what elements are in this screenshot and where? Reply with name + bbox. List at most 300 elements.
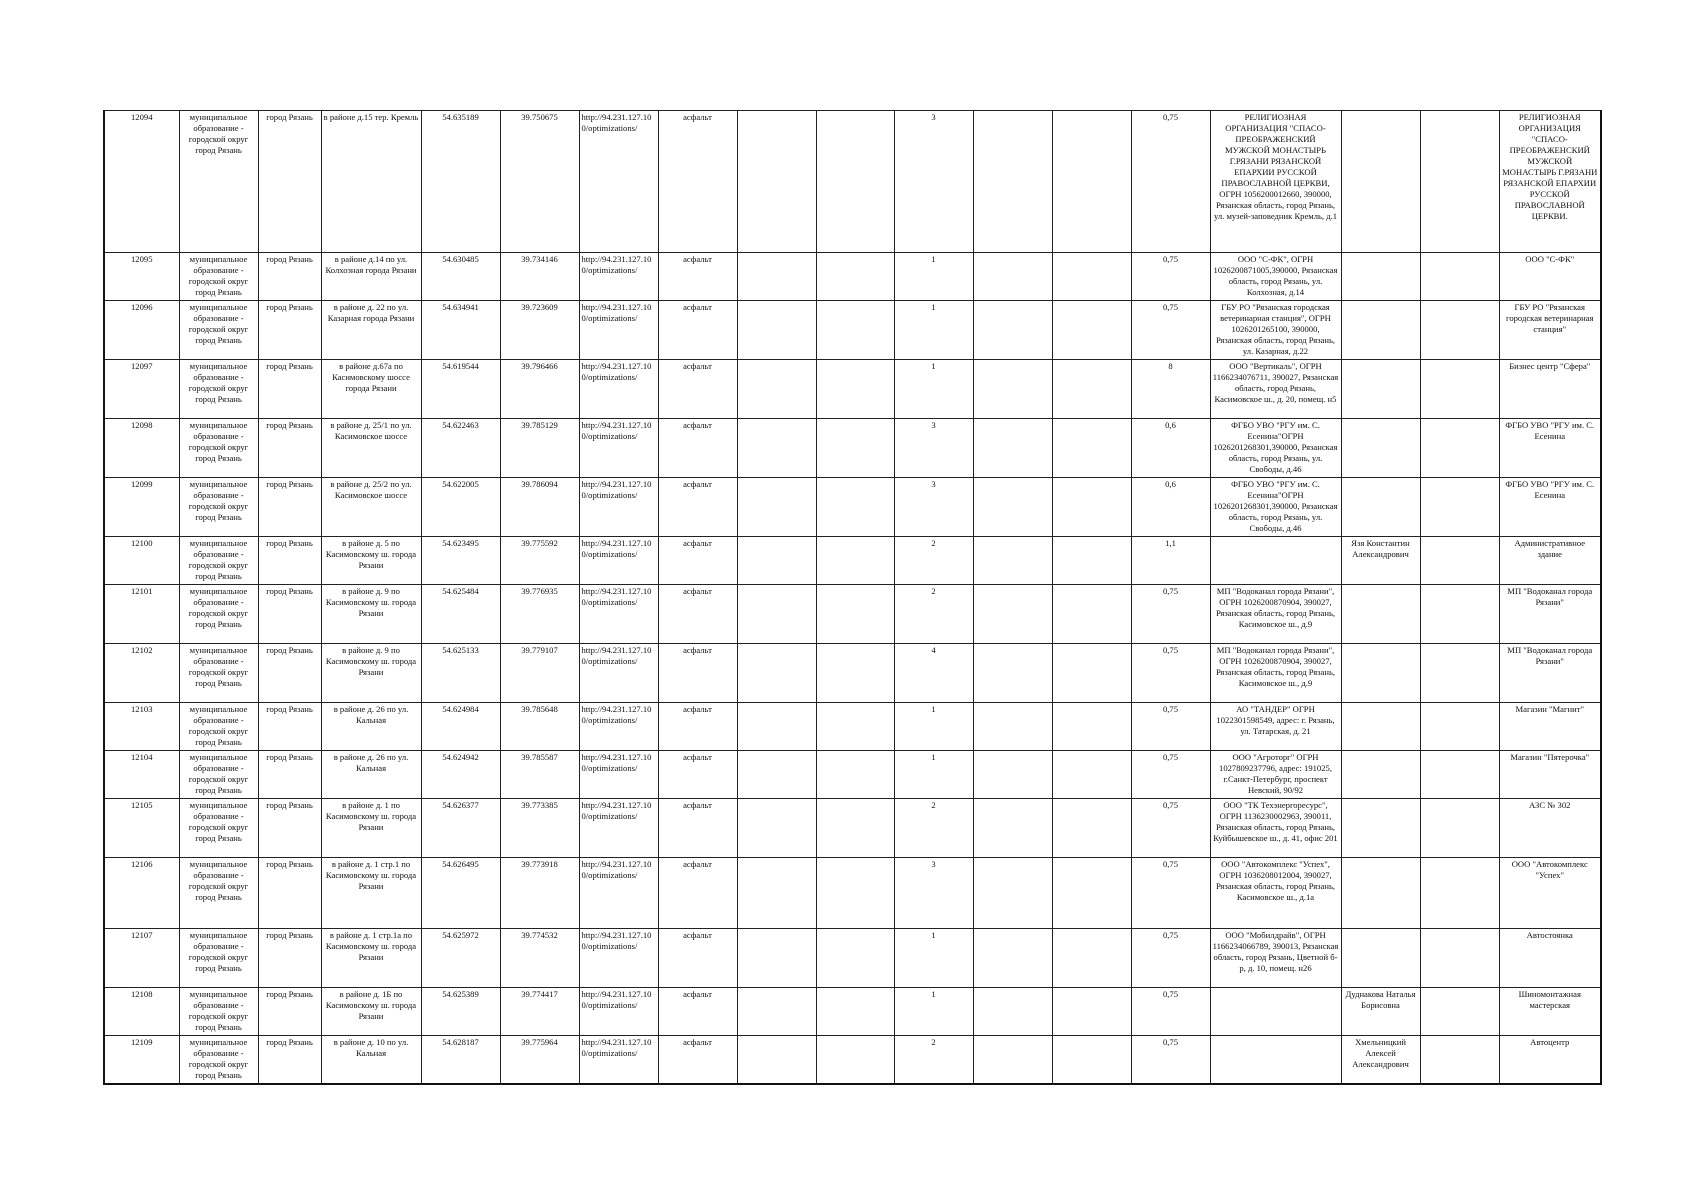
cell-container-volume: 0,75 (1131, 703, 1210, 751)
cell-municipality: муниципальное образование - городской округ город Рязань (179, 253, 258, 301)
cell-surface: асфальт (658, 929, 737, 988)
cell-owner-person (1341, 585, 1420, 644)
cell-owner-person (1341, 751, 1420, 799)
cell-empty (816, 858, 894, 929)
cell-empty (1420, 585, 1499, 644)
cell-waste-source: РЕЛИГИОЗНАЯ ОРГАНИЗАЦИЯ "СПАСО-ПРЕОБРАЖЕНСКИЙ МУЖСКОЙ МОНАСТЫРЬ Г.РЯЗАНИ РЯЗАНСКОЙ ЕПАРХИИ РУССКОЙ ПРАВОСЛАВНОЙ ЦЕРКВИ. (1499, 111, 1601, 253)
cell-empty (1052, 703, 1131, 751)
cell-waste-source: Административное здание (1499, 537, 1601, 585)
cell-scheme-link: http://94.231.127.10 0/optimizations/ (579, 703, 658, 751)
cell-empty (816, 988, 894, 1036)
cell-municipality: муниципальное образование - городской округ город Рязань (179, 1036, 258, 1084)
cell-city: город Рязань (258, 111, 321, 253)
cell-empty (816, 478, 894, 537)
cell-empty (816, 1036, 894, 1084)
cell-empty (973, 751, 1052, 799)
cell-owner-organization: ООО "ТК Техэнергоресурс", ОГРН 1136230002963, 390011, Рязанская область, город Рязань, Куйбышевское ш., д. 41, офис 201 (1210, 799, 1341, 858)
cell-empty (737, 988, 816, 1036)
cell-city: город Рязань (258, 751, 321, 799)
cell-container-volume: 0,75 (1131, 585, 1210, 644)
cell-container-count: 3 (894, 111, 973, 253)
table-row (104, 703, 1601, 751)
cell-empty (737, 478, 816, 537)
cell-empty (816, 253, 894, 301)
cell-number: 12097 (104, 360, 179, 419)
cell-container-count: 2 (894, 799, 973, 858)
cell-scheme-link: http://94.231.127.10 0/optimizations/ (579, 858, 658, 929)
cell-latitude: 54.619544 (421, 360, 500, 419)
cell-location: в районе д. 22 по ул. Казарная города Рязани (321, 301, 421, 360)
cell-owner-person (1341, 929, 1420, 988)
cell-owner-person: Язя Константин Александрович (1341, 537, 1420, 585)
table-row (104, 301, 1601, 360)
cell-location: в районе д. 10 по ул. Кальная (321, 1036, 421, 1084)
cell-number: 12104 (104, 751, 179, 799)
cell-waste-source: Магазин "Магнит" (1499, 703, 1601, 751)
cell-empty (1052, 253, 1131, 301)
cell-empty (1420, 419, 1499, 478)
cell-empty (1420, 111, 1499, 253)
cell-container-volume: 0,75 (1131, 751, 1210, 799)
cell-location: в районе д. 25/2 по ул. Касимовское шоссе (321, 478, 421, 537)
table-row (104, 253, 1601, 301)
cell-scheme-link: http://94.231.127.10 0/optimizations/ (579, 360, 658, 419)
cell-empty (1052, 1036, 1131, 1084)
cell-city: город Рязань (258, 858, 321, 929)
cell-location: в районе д. 1 стр.1 по Касимовскому ш. города Рязани (321, 858, 421, 929)
cell-municipality: муниципальное образование - городской округ город Рязань (179, 478, 258, 537)
cell-container-count: 4 (894, 644, 973, 703)
cell-empty (737, 253, 816, 301)
cell-empty (973, 301, 1052, 360)
cell-location: в районе д. 26 по ул. Кальная (321, 751, 421, 799)
cell-location: в районе д. 25/1 по ул. Касимовское шоссе (321, 419, 421, 478)
cell-container-count: 1 (894, 929, 973, 988)
table-row (104, 644, 1601, 703)
cell-waste-source: Автоцентр (1499, 1036, 1601, 1084)
cell-longitude: 39.779107 (500, 644, 579, 703)
cell-waste-source: МП "Водоканал города Рязани" (1499, 644, 1601, 703)
cell-owner-organization: ООО "Вертикаль", ОГРН 1166234076711, 390027, Рязанская область, город Рязань, Касимовское ш., д. 20, помещ. н5 (1210, 360, 1341, 419)
cell-longitude: 39.796466 (500, 360, 579, 419)
cell-empty (973, 537, 1052, 585)
cell-location: в районе д. 1Б по Касимовскому ш. города Рязани (321, 988, 421, 1036)
cell-municipality: муниципальное образование - городской округ город Рязань (179, 799, 258, 858)
cell-location: в районе д. 5 по Касимовскому ш. города Рязани (321, 537, 421, 585)
cell-empty (1052, 537, 1131, 585)
cell-empty (737, 1036, 816, 1084)
cell-waste-source: Бизнес центр "Сфера" (1499, 360, 1601, 419)
cell-scheme-link: http://94.231.127.10 0/optimizations/ (579, 301, 658, 360)
cell-waste-source: ФГБО УВО "РГУ им. С. Есенина (1499, 478, 1601, 537)
cell-empty (737, 703, 816, 751)
cell-empty (1420, 988, 1499, 1036)
table-row (104, 478, 1601, 537)
cell-latitude: 54.624942 (421, 751, 500, 799)
cell-municipality: муниципальное образование - городской округ город Рязань (179, 360, 258, 419)
cell-empty (737, 799, 816, 858)
cell-container-count: 1 (894, 751, 973, 799)
cell-city: город Рязань (258, 301, 321, 360)
cell-empty (1420, 703, 1499, 751)
cell-number: 12103 (104, 703, 179, 751)
cell-longitude: 39.734146 (500, 253, 579, 301)
cell-surface: асфальт (658, 478, 737, 537)
cell-empty (816, 644, 894, 703)
cell-owner-organization: ООО "Автокомплекс "Успех", ОГРН 1036208012004, 390027, Рязанская область, город Рязань, Касимовское ш., д.1а (1210, 858, 1341, 929)
cell-scheme-link: http://94.231.127.10 0/optimizations/ (579, 751, 658, 799)
cell-owner-organization: МП "Водоканал города Рязани", ОГРН 1026200870904, 390027, Рязанская область, город Рязань, Касимовское ш., д.9 (1210, 644, 1341, 703)
cell-scheme-link: http://94.231.127.10 0/optimizations/ (579, 929, 658, 988)
cell-owner-person (1341, 360, 1420, 419)
cell-owner-organization: ФГБО УВО "РГУ им. С. Есенина"ОГРН 1026201268301,390000, Рязанская область, город Рязань, ул. Свободы, д.46 (1210, 419, 1341, 478)
cell-number: 12094 (104, 111, 179, 253)
cell-number: 12100 (104, 537, 179, 585)
cell-latitude: 54.630485 (421, 253, 500, 301)
cell-location: в районе д. 9 по Касимовскому ш. города Рязани (321, 585, 421, 644)
cell-owner-person (1341, 644, 1420, 703)
table-row (104, 858, 1601, 929)
cell-scheme-link: http://94.231.127.10 0/optimizations/ (579, 111, 658, 253)
table-row (104, 988, 1601, 1036)
cell-empty (1052, 799, 1131, 858)
cell-longitude: 39.776935 (500, 585, 579, 644)
cell-number: 12102 (104, 644, 179, 703)
cell-empty (816, 929, 894, 988)
cell-latitude: 54.628187 (421, 1036, 500, 1084)
cell-container-count: 3 (894, 419, 973, 478)
cell-surface: асфальт (658, 301, 737, 360)
cell-empty (973, 111, 1052, 253)
cell-surface: асфальт (658, 644, 737, 703)
cell-latitude: 54.624984 (421, 703, 500, 751)
cell-empty (816, 301, 894, 360)
cell-empty (973, 1036, 1052, 1084)
cell-empty (973, 585, 1052, 644)
cell-empty (737, 537, 816, 585)
cell-latitude: 54.635189 (421, 111, 500, 253)
cell-empty (973, 929, 1052, 988)
cell-container-volume: 0,75 (1131, 988, 1210, 1036)
cell-owner-organization: ООО "С-ФК", ОГРН 1026200871005,390000, Рязанская область, город Рязань, ул. Колхозная, д.14 (1210, 253, 1341, 301)
cell-container-count: 1 (894, 360, 973, 419)
cell-owner-organization: МП "Водоканал города Рязани", ОГРН 1026200870904, 390027, Рязанская область, город Рязань, Касимовское ш., д.9 (1210, 585, 1341, 644)
cell-empty (1052, 751, 1131, 799)
cell-empty (1420, 929, 1499, 988)
cell-scheme-link: http://94.231.127.10 0/optimizations/ (579, 419, 658, 478)
cell-empty (737, 585, 816, 644)
cell-empty (1052, 988, 1131, 1036)
cell-empty (816, 360, 894, 419)
cell-latitude: 54.634941 (421, 301, 500, 360)
cell-latitude: 54.623495 (421, 537, 500, 585)
cell-empty (973, 703, 1052, 751)
cell-owner-organization (1210, 988, 1341, 1036)
cell-empty (1052, 858, 1131, 929)
cell-waste-source: Магазин "Пятерочка" (1499, 751, 1601, 799)
cell-owner-person (1341, 111, 1420, 253)
cell-empty (737, 419, 816, 478)
cell-surface: асфальт (658, 751, 737, 799)
cell-empty (1420, 751, 1499, 799)
cell-owner-organization (1210, 537, 1341, 585)
cell-location: в районе д. 1 по Касимовскому ш. города Рязани (321, 799, 421, 858)
cell-city: город Рязань (258, 799, 321, 858)
cell-latitude: 54.625133 (421, 644, 500, 703)
cell-latitude: 54.622005 (421, 478, 500, 537)
cell-container-volume: 0,75 (1131, 111, 1210, 253)
cell-scheme-link: http://94.231.127.10 0/optimizations/ (579, 988, 658, 1036)
cell-owner-organization: ГБУ РО "Рязанская городская ветеринарная станция", ОГРН 1026201265100, 390000, Рязанская область, город Рязань, ул. Казарная, д.22 (1210, 301, 1341, 360)
cell-number: 12109 (104, 1036, 179, 1084)
cell-empty (737, 858, 816, 929)
cell-empty (1420, 301, 1499, 360)
cell-latitude: 54.625484 (421, 585, 500, 644)
cell-empty (1420, 478, 1499, 537)
cell-surface: асфальт (658, 1036, 737, 1084)
cell-container-count: 2 (894, 537, 973, 585)
cell-waste-source: Автостоянка (1499, 929, 1601, 988)
cell-empty (1420, 858, 1499, 929)
cell-container-volume: 0,75 (1131, 858, 1210, 929)
table-row (104, 1036, 1601, 1084)
cell-city: город Рязань (258, 988, 321, 1036)
cell-latitude: 54.625972 (421, 929, 500, 988)
cell-owner-person (1341, 703, 1420, 751)
cell-owner-organization: ООО "Агроторг" ОГРН 1027809237796, адрес: 191025, г.Санкт-Петербург, проспект Невский, 90/92 (1210, 751, 1341, 799)
cell-location: в районе д.14 по ул. Колхозная города Рязани (321, 253, 421, 301)
cell-empty (973, 360, 1052, 419)
cell-city: город Рязань (258, 585, 321, 644)
cell-empty (973, 858, 1052, 929)
cell-number: 12108 (104, 988, 179, 1036)
cell-empty (973, 988, 1052, 1036)
cell-empty (1052, 644, 1131, 703)
cell-surface: асфальт (658, 988, 737, 1036)
cell-empty (1052, 301, 1131, 360)
cell-container-count: 3 (894, 858, 973, 929)
cell-empty (973, 644, 1052, 703)
cell-longitude: 39.775592 (500, 537, 579, 585)
cell-surface: асфальт (658, 858, 737, 929)
cell-city: город Рязань (258, 478, 321, 537)
cell-empty (973, 253, 1052, 301)
cell-number: 12098 (104, 419, 179, 478)
cell-municipality: муниципальное образование - городской округ город Рязань (179, 644, 258, 703)
cell-owner-person (1341, 301, 1420, 360)
cell-latitude: 54.626495 (421, 858, 500, 929)
cell-longitude: 39.750675 (500, 111, 579, 253)
cell-longitude: 39.785587 (500, 751, 579, 799)
cell-container-count: 1 (894, 988, 973, 1036)
cell-scheme-link: http://94.231.127.10 0/optimizations/ (579, 478, 658, 537)
cell-city: город Рязань (258, 1036, 321, 1084)
cell-municipality: муниципальное образование - городской округ город Рязань (179, 751, 258, 799)
cell-municipality: муниципальное образование - городской округ город Рязань (179, 988, 258, 1036)
cell-container-volume: 0,6 (1131, 478, 1210, 537)
cell-empty (1420, 1036, 1499, 1084)
cell-longitude: 39.773918 (500, 858, 579, 929)
cell-location: в районе д. 26 по ул. Кальная (321, 703, 421, 751)
cell-scheme-link: http://94.231.127.10 0/optimizations/ (579, 253, 658, 301)
cell-empty (1420, 644, 1499, 703)
cell-waste-source: ООО "Автокомплекс "Успех" (1499, 858, 1601, 929)
cell-container-count: 2 (894, 585, 973, 644)
cell-container-count: 3 (894, 478, 973, 537)
cell-empty (816, 703, 894, 751)
cell-municipality: муниципальное образование - городской округ город Рязань (179, 858, 258, 929)
cell-number: 12107 (104, 929, 179, 988)
cell-empty (973, 478, 1052, 537)
cell-waste-source: ООО "С-ФК" (1499, 253, 1601, 301)
cell-owner-organization: ФГБО УВО "РГУ им. С. Есенина"ОГРН 1026201268301,390000, Рязанская область, город Рязань, ул. Свободы, д.46 (1210, 478, 1341, 537)
cell-surface: асфальт (658, 111, 737, 253)
cell-waste-source: ФГБО УВО "РГУ им. С. Есенина (1499, 419, 1601, 478)
cell-empty (737, 111, 816, 253)
cell-owner-person (1341, 799, 1420, 858)
cell-surface: асфальт (658, 253, 737, 301)
cell-city: город Рязань (258, 537, 321, 585)
cell-surface: асфальт (658, 537, 737, 585)
cell-latitude: 54.626377 (421, 799, 500, 858)
cell-longitude: 39.785129 (500, 419, 579, 478)
cell-owner-person (1341, 478, 1420, 537)
cell-empty (1052, 360, 1131, 419)
cell-container-count: 2 (894, 1036, 973, 1084)
cell-container-volume: 0,75 (1131, 253, 1210, 301)
cell-owner-person (1341, 253, 1420, 301)
cell-longitude: 39.773385 (500, 799, 579, 858)
cell-owner-person: Дуднакова Наталья Борисовна (1341, 988, 1420, 1036)
cell-number: 12096 (104, 301, 179, 360)
cell-container-volume: 0,6 (1131, 419, 1210, 478)
cell-number: 12095 (104, 253, 179, 301)
cell-empty (816, 799, 894, 858)
cell-surface: асфальт (658, 703, 737, 751)
cell-city: город Рязань (258, 703, 321, 751)
cell-waste-source: АЗС № 302 (1499, 799, 1601, 858)
cell-scheme-link: http://94.231.127.10 0/optimizations/ (579, 799, 658, 858)
cell-empty (816, 585, 894, 644)
cell-empty (737, 644, 816, 703)
cell-municipality: муниципальное образование - городской округ город Рязань (179, 929, 258, 988)
cell-empty (737, 751, 816, 799)
cell-longitude: 39.785648 (500, 703, 579, 751)
cell-number: 12099 (104, 478, 179, 537)
cell-empty (737, 929, 816, 988)
cell-municipality: муниципальное образование - городской округ город Рязань (179, 419, 258, 478)
cell-empty (816, 751, 894, 799)
cell-scheme-link: http://94.231.127.10 0/optimizations/ (579, 1036, 658, 1084)
cell-owner-person: Хмельницкий Алексей Александрович (1341, 1036, 1420, 1084)
cell-waste-source: МП "Водоканал города Рязани" (1499, 585, 1601, 644)
cell-empty (816, 537, 894, 585)
cell-container-volume: 0,75 (1131, 799, 1210, 858)
cell-waste-source: Шиномонтажная мастерская (1499, 988, 1601, 1036)
cell-city: город Рязань (258, 929, 321, 988)
cell-surface: асфальт (658, 419, 737, 478)
table-row (104, 585, 1601, 644)
cell-surface: асфальт (658, 585, 737, 644)
cell-owner-person (1341, 858, 1420, 929)
cell-container-count: 1 (894, 253, 973, 301)
table-row (104, 929, 1601, 988)
cell-owner-organization: АО "ТАНДЕР" ОГРН 1022301598549, адрес: г. Рязань, ул. Татарская, д. 21 (1210, 703, 1341, 751)
cell-city: город Рязань (258, 360, 321, 419)
cell-municipality: муниципальное образование - городской округ город Рязань (179, 703, 258, 751)
cell-longitude: 39.775964 (500, 1036, 579, 1084)
cell-municipality: муниципальное образование - городской округ город Рязань (179, 111, 258, 253)
cell-city: город Рязань (258, 419, 321, 478)
cell-surface: асфальт (658, 360, 737, 419)
cell-container-volume: 8 (1131, 360, 1210, 419)
table-row (104, 799, 1601, 858)
cell-number: 12105 (104, 799, 179, 858)
cell-container-volume: 0,75 (1131, 1036, 1210, 1084)
cell-empty (1052, 419, 1131, 478)
cell-empty (1420, 253, 1499, 301)
cell-number: 12101 (104, 585, 179, 644)
cell-container-count: 1 (894, 703, 973, 751)
cell-surface: асфальт (658, 799, 737, 858)
cell-empty (1420, 537, 1499, 585)
cell-longitude: 39.723609 (500, 301, 579, 360)
table-row (104, 419, 1601, 478)
cell-location: в районе д. 1 стр.1а по Касимовскому ш. города Рязани (321, 929, 421, 988)
cell-owner-organization: РЕЛИГИОЗНАЯ ОРГАНИЗАЦИЯ "СПАСО-ПРЕОБРАЖЕНСКИЙ МУЖСКОЙ МОНАСТЫРЬ Г.РЯЗАНИ РЯЗАНСКОЙ ЕПАРХИИ РУССКОЙ ПРАВОСЛАВНОЙ ЦЕРКВИ, ОГРН 1056200012660, 390000, Рязанская область, город Рязань, ул. музей-заповедник Кремль, д.1 (1210, 111, 1341, 253)
cell-scheme-link: http://94.231.127.10 0/optimizations/ (579, 585, 658, 644)
cell-empty (1052, 585, 1131, 644)
cell-scheme-link: http://94.231.127.10 0/optimizations/ (579, 537, 658, 585)
table-row (104, 111, 1601, 253)
cell-latitude: 54.625389 (421, 988, 500, 1036)
cell-empty (973, 799, 1052, 858)
cell-waste-source: ГБУ РО "Рязанская городская ветеринарная станция" (1499, 301, 1601, 360)
cell-container-volume: 0,75 (1131, 301, 1210, 360)
cell-empty (737, 360, 816, 419)
cell-empty (816, 111, 894, 253)
cell-city: город Рязань (258, 253, 321, 301)
cell-scheme-link: http://94.231.127.10 0/optimizations/ (579, 644, 658, 703)
cell-container-volume: 0,75 (1131, 929, 1210, 988)
cell-owner-organization: ООО "Мобилдрайв", ОГРН 1166234066789, 390013, Рязанская область, город Рязань, Цветной б-р, д. 10, помещ. н26 (1210, 929, 1341, 988)
cell-location: в районе д. 9 по Касимовскому ш. города Рязани (321, 644, 421, 703)
cell-empty (1052, 111, 1131, 253)
cell-empty (816, 419, 894, 478)
cell-empty (1052, 478, 1131, 537)
cell-municipality: муниципальное образование - городской округ город Рязань (179, 537, 258, 585)
cell-empty (737, 301, 816, 360)
table-row (104, 751, 1601, 799)
cell-location: в районе д.15 тер. Кремль (321, 111, 421, 253)
table-row (104, 360, 1601, 419)
cell-container-volume: 1,1 (1131, 537, 1210, 585)
cell-municipality: муниципальное образование - городской округ город Рязань (179, 301, 258, 360)
table-row (104, 537, 1601, 585)
cell-empty (1420, 360, 1499, 419)
cell-latitude: 54.622463 (421, 419, 500, 478)
cell-number: 12106 (104, 858, 179, 929)
registry-table (103, 110, 1602, 1085)
cell-owner-organization (1210, 1036, 1341, 1084)
cell-empty (1052, 929, 1131, 988)
cell-longitude: 39.774417 (500, 988, 579, 1036)
cell-empty (973, 419, 1052, 478)
cell-container-count: 1 (894, 301, 973, 360)
cell-empty (1420, 799, 1499, 858)
cell-owner-person (1341, 419, 1420, 478)
cell-longitude: 39.786094 (500, 478, 579, 537)
